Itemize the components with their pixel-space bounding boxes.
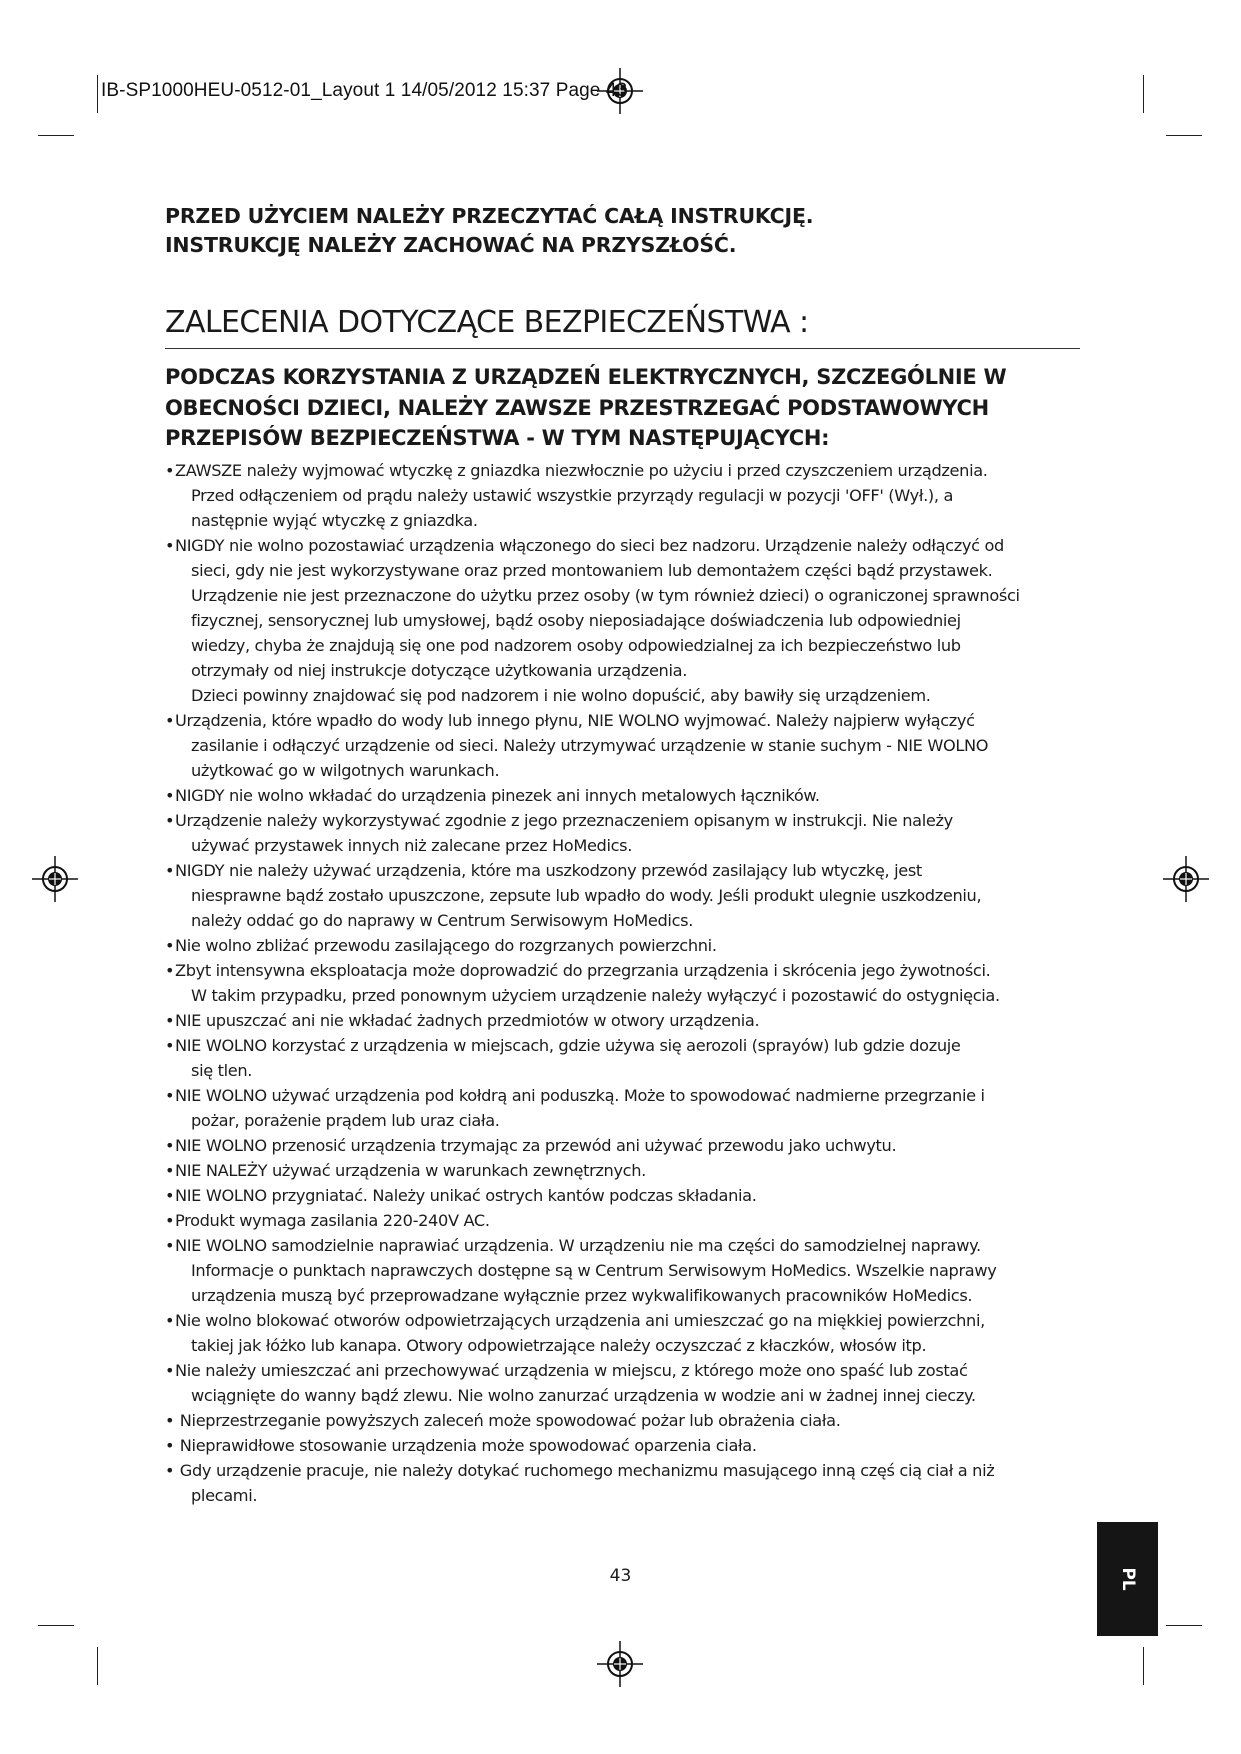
safety-rule-text: NIE WOLNO używać urządzenia pod kołdrą ani poduszką. Może to spowodować nadmierne przegrzanie i [175, 1086, 985, 1105]
language-tab [1097, 1522, 1158, 1636]
safety-rule-continuation-line [165, 1258, 1080, 1283]
bullet-icon: • [165, 1461, 175, 1480]
bullet-icon: • [165, 1186, 175, 1205]
safety-rule-text: wiedzy, chyba że znajdują się one pod nadzorem osoby odpowiedzialnej za ich bezpieczeństwo lub [191, 636, 961, 655]
bullet-icon: • [165, 711, 175, 730]
safety-rule-text: NIGDY nie wolno wkładać do urządzenia pinezek ani innych metalowych łączników. [175, 786, 820, 805]
safety-rule-continuation-line [165, 483, 1080, 508]
safety-rule-continuation-line [165, 733, 1080, 758]
safety-rule-continuation-line [165, 1108, 1080, 1133]
safety-rule-text: NIGDY nie należy używać urządzenia, które ma uszkodzony przewód zasilający lub wtyczkę, jest [175, 861, 922, 880]
safety-rule-text: Dzieci powinny znajdować się pod nadzorem i nie wolno dopuścić, aby bawiły się urządzeniem. [191, 686, 931, 705]
safety-rule-continuation-line [165, 608, 1080, 633]
safety-rule-text: pożar, porażenie prądem lub uraz ciała. [191, 1111, 500, 1130]
safety-rule-item [165, 1133, 1080, 1158]
safety-rule-continuation-line [165, 508, 1080, 533]
safety-rule-item [165, 1458, 1080, 1508]
safety-rule-text: NIGDY nie wolno pozostawiać urządzenia włączonego do sieci bez nadzoru. Urządzenie należy odłączyć od [175, 536, 1004, 555]
safety-rule-text: następnie wyjąć wtyczkę z gniazdka. [191, 511, 478, 530]
safety-rule-first-line [165, 1008, 1080, 1033]
safety-rule-continuation-line [165, 758, 1080, 783]
safety-rule-item [165, 458, 1080, 533]
bullet-icon: • [165, 461, 175, 480]
safety-rule-item [165, 1408, 1080, 1433]
bullet-icon: • [165, 1036, 175, 1055]
bullet-icon: • [165, 1136, 175, 1155]
intro-line: INSTRUKCJĘ NALEŻY ZACHOWAĆ NA PRZYSZŁOŚĆ. [165, 233, 737, 257]
crop-mark-bottom-left-horizontal [38, 1625, 74, 1626]
safety-rule-continuation-line [165, 1333, 1080, 1358]
bullet-icon: • [165, 1236, 175, 1255]
safety-rule-text: NIE NALEŻY używać urządzenia w warunkach zewnętrznych. [175, 1161, 646, 1180]
safety-rule-text: Urządzenia, które wpadło do wody lub innego płynu, NIE WOLNO wyjmować. Należy najpierw wyłączyć [175, 711, 975, 730]
bullet-icon: • [165, 811, 175, 830]
safety-rule-text: takiej jak łóżko lub kanapa. Otwory odpowietrzające należy oczyszczać z kłaczków, włosów itp. [191, 1336, 927, 1355]
safety-rule-item [165, 1208, 1080, 1233]
safety-rule-text: NIE WOLNO przenosić urządzenia trzymając za przewód ani używać przewodu jako uchwytu. [175, 1136, 897, 1155]
safety-rule-item [165, 708, 1080, 783]
safety-rule-first-line [165, 1158, 1080, 1183]
bullet-icon: • [165, 786, 175, 805]
safety-rule-first-line [165, 1233, 1080, 1258]
safety-rule-text: NIE WOLNO korzystać z urządzenia w miejscach, gdzie używa się aerozoli (sprayów) lub gdzie dozuje [175, 1036, 961, 1055]
registration-target-icon [32, 856, 78, 902]
section-subheading [165, 362, 1080, 454]
bullet-icon: • [165, 861, 175, 880]
bullet-icon: • [165, 1411, 175, 1430]
safety-rule-first-line [165, 458, 1080, 483]
safety-rule-first-line [165, 708, 1080, 733]
safety-rule-continuation-line [165, 1058, 1080, 1083]
safety-rule-continuation-line [165, 883, 1080, 908]
safety-rule-text: Nie należy umieszczać ani przechowywać urządzenia w miejscu, z którego może ono spaść lub zostać [175, 1361, 968, 1380]
intro-line: PRZED UŻYCIEM NALEŻY PRZECZYTAĆ CAŁĄ INSTRUKCJĘ. [165, 204, 814, 228]
crop-mark-bottom-left-vertical [97, 1647, 98, 1685]
subheading-line: PODCZAS KORZYSTANIA Z URZĄDZEŃ ELEKTRYCZNYCH, SZCZEGÓLNIE W [165, 365, 1007, 389]
subheading-line: OBECNOŚCI DZIECI, NALEŻY ZAWSZE PRZESTRZEGAĆ PODSTAWOWYCH [165, 395, 989, 420]
page-title: ZALECENIA DOTYCZĄCE BEZPIECZEŃSTWA : [165, 305, 809, 340]
safety-rule-item [165, 1433, 1080, 1458]
safety-rule-first-line [165, 1433, 1080, 1458]
safety-rule-continuation-line [165, 583, 1080, 608]
bullet-icon: • [165, 1211, 175, 1230]
safety-rule-text: Zbyt intensywna eksploatacja może doprowadzić do przegrzania urządzenia i skrócenia jego żywotności. [175, 961, 991, 980]
bullet-icon: • [165, 1436, 175, 1455]
safety-rule-first-line [165, 1083, 1080, 1108]
safety-rule-first-line [165, 1133, 1080, 1158]
safety-rule-text: Informacje o punktach naprawczych dostępne są w Centrum Serwisowym HoMedics. Wszelkie naprawy [191, 1261, 997, 1280]
safety-rule-first-line [165, 1408, 1080, 1433]
safety-rule-text: Nieprzestrzeganie powyższych zaleceń może spowodować pożar lub obrażenia ciała. [175, 1411, 841, 1430]
safety-rule-text: Urządzenie należy wykorzystywać zgodnie z jego przeznaczeniem opisanym w instrukcji. Nie należy [175, 811, 953, 830]
safety-rule-text: ZAWSZE należy wyjmować wtyczkę z gniazdka niezwłocznie po użyciu i przed czyszczeniem urządzenia. [175, 461, 988, 480]
bullet-icon: • [165, 536, 175, 555]
safety-rule-item [165, 1358, 1080, 1408]
safety-rule-text: fizycznej, sensorycznej lub umysłowej, bądź osoby nieposiadające doświadczenia lub odpowiedniej [191, 611, 961, 630]
bullet-icon: • [165, 1086, 175, 1105]
safety-rule-text: NIE WOLNO samodzielnie naprawiać urządzenia. W urządzeniu nie ma części do samodzielnej naprawy. [175, 1236, 981, 1255]
safety-rule-item [165, 783, 1080, 808]
crop-mark-bottom-right-vertical [1143, 1647, 1144, 1685]
safety-rule-continuation-line [165, 1483, 1080, 1508]
safety-rule-text: Przed odłączeniem od prądu należy ustawić wszystkie przyrządy regulacji w pozycji 'OFF' (Wył.), a [191, 486, 954, 505]
safety-rule-item [165, 1033, 1080, 1083]
safety-rule-item [165, 533, 1080, 708]
print-slug: IB-SP1000HEU-0512-01_Layout 1 14/05/2012 15:37 Page 43 [101, 80, 628, 101]
safety-rule-first-line [165, 808, 1080, 833]
safety-rule-first-line [165, 1183, 1080, 1208]
safety-rule-text: użytkować go w wilgotnych warunkach. [191, 761, 500, 780]
safety-rule-text: Nie wolno zbliżać przewodu zasilającego do rozgrzanych powierzchni. [175, 936, 717, 955]
safety-rule-text: NIE WOLNO przygniatać. Należy unikać ostrych kantów podczas składania. [175, 1186, 757, 1205]
safety-rule-first-line [165, 933, 1080, 958]
bullet-icon: • [165, 1361, 175, 1380]
safety-rule-text: Nie wolno blokować otworów odpowietrzających urządzenia ani umieszczać go na miękkiej powierzchni, [175, 1311, 985, 1330]
safety-rule-item [165, 1183, 1080, 1208]
safety-rule-continuation-line [165, 558, 1080, 583]
safety-rules-list [165, 458, 1080, 1508]
bullet-icon: • [165, 1011, 175, 1030]
safety-rule-first-line [165, 1358, 1080, 1383]
safety-rule-continuation-line [165, 658, 1080, 683]
safety-rule-text: się tlen. [191, 1061, 253, 1080]
bullet-icon: • [165, 961, 175, 980]
crop-mark-top-left-horizontal [38, 135, 74, 136]
safety-rule-first-line [165, 1458, 1080, 1483]
safety-rule-continuation-line [165, 1283, 1080, 1308]
safety-rule-text: NIE upuszczać ani nie wkładać żadnych przedmiotów w otwory urządzenia. [175, 1011, 760, 1030]
safety-rule-text: Produkt wymaga zasilania 220-240V AC. [175, 1211, 490, 1230]
safety-rule-continuation-line [165, 1383, 1080, 1408]
safety-rule-item [165, 808, 1080, 858]
crop-mark-top-right-horizontal [1166, 135, 1202, 136]
safety-rule-text: sieci, gdy nie jest wykorzystywane oraz przed montowaniem lub demontażem części bądź przystawek. [191, 561, 993, 580]
safety-rule-item [165, 1308, 1080, 1358]
safety-rule-continuation-line [165, 983, 1080, 1008]
safety-rule-item [165, 1233, 1080, 1308]
safety-rule-text: zasilanie i odłączyć urządzenie od sieci. Należy utrzymywać urządzenie w stanie suchym - NIE WOLNO [191, 736, 989, 755]
safety-rule-first-line [165, 1033, 1080, 1058]
safety-rule-text: Nieprawidłowe stosowanie urządzenia może spowodować oparzenia ciała. [175, 1436, 757, 1455]
registration-target-icon [1163, 856, 1209, 902]
safety-rule-text: należy oddać go do naprawy w Centrum Serwisowym HoMedics. [191, 911, 694, 930]
safety-rule-first-line [165, 533, 1080, 558]
intro-notice [165, 202, 1065, 260]
safety-rule-item [165, 1008, 1080, 1033]
safety-rule-item [165, 933, 1080, 958]
safety-rule-continuation-line [165, 908, 1080, 933]
safety-rule-text: wciągnięte do wanny bądź zlewu. Nie wolno zanurzać urządzenia w wodzie ani w żadnej innej cieczy. [191, 1386, 976, 1405]
safety-rule-text: plecami. [191, 1486, 258, 1505]
language-tab-label: PL [1117, 1567, 1138, 1591]
safety-rule-first-line [165, 1308, 1080, 1333]
crop-mark-top-right-vertical [1143, 75, 1144, 113]
safety-rule-item [165, 958, 1080, 1008]
safety-rule-first-line [165, 783, 1080, 808]
safety-rule-continuation-line [165, 683, 1080, 708]
subheading-line: PRZEPISÓW BEZPIECZEŃSTWA - W TYM NASTĘPUJĄCYCH: [165, 426, 830, 450]
safety-rule-item [165, 1083, 1080, 1133]
safety-rule-item [165, 1158, 1080, 1183]
safety-rule-first-line [165, 858, 1080, 883]
safety-rule-first-line [165, 958, 1080, 983]
page-number: 43 [609, 1566, 632, 1586]
bullet-icon: • [165, 1161, 175, 1180]
safety-rule-text: niesprawne bądź zostało upuszczone, zepsute lub wpadło do wody. Jeśli produkt ulegnie uszkodzeniu, [191, 886, 982, 905]
safety-rule-text: używać przystawek innych niż zalecane przez HoMedics. [191, 836, 633, 855]
safety-rule-first-line [165, 1208, 1080, 1233]
safety-rule-item [165, 858, 1080, 933]
safety-rule-text: Urządzenie nie jest przeznaczone do użytku przez osoby (w tym również dzieci) o ograniczonej sprawności [191, 586, 1020, 605]
safety-rule-continuation-line [165, 633, 1080, 658]
crop-mark-top-left-vertical [97, 75, 98, 113]
registration-target-icon [597, 1641, 643, 1687]
safety-rule-text: W takim przypadku, przed ponownym użyciem urządzenie należy wyłączyć i pozostawić do ostygnięcia. [191, 986, 1000, 1005]
safety-rule-text: otrzymały od niej instrukcje dotyczące użytkowania urządzenia. [191, 661, 687, 680]
safety-rule-continuation-line [165, 833, 1080, 858]
safety-rule-text: Gdy urządzenie pracuje, nie należy dotykać ruchomego mechanizmu masującego inną częś cią ciał a niż [175, 1461, 995, 1480]
crop-mark-bottom-right-horizontal [1166, 1625, 1202, 1626]
bullet-icon: • [165, 1311, 175, 1330]
bullet-icon: • [165, 936, 175, 955]
heading-divider [165, 348, 1080, 349]
safety-rule-text: urządzenia muszą być przeprowadzane wyłącznie przez wykwalifikowanych pracowników HoMedics. [191, 1286, 973, 1305]
